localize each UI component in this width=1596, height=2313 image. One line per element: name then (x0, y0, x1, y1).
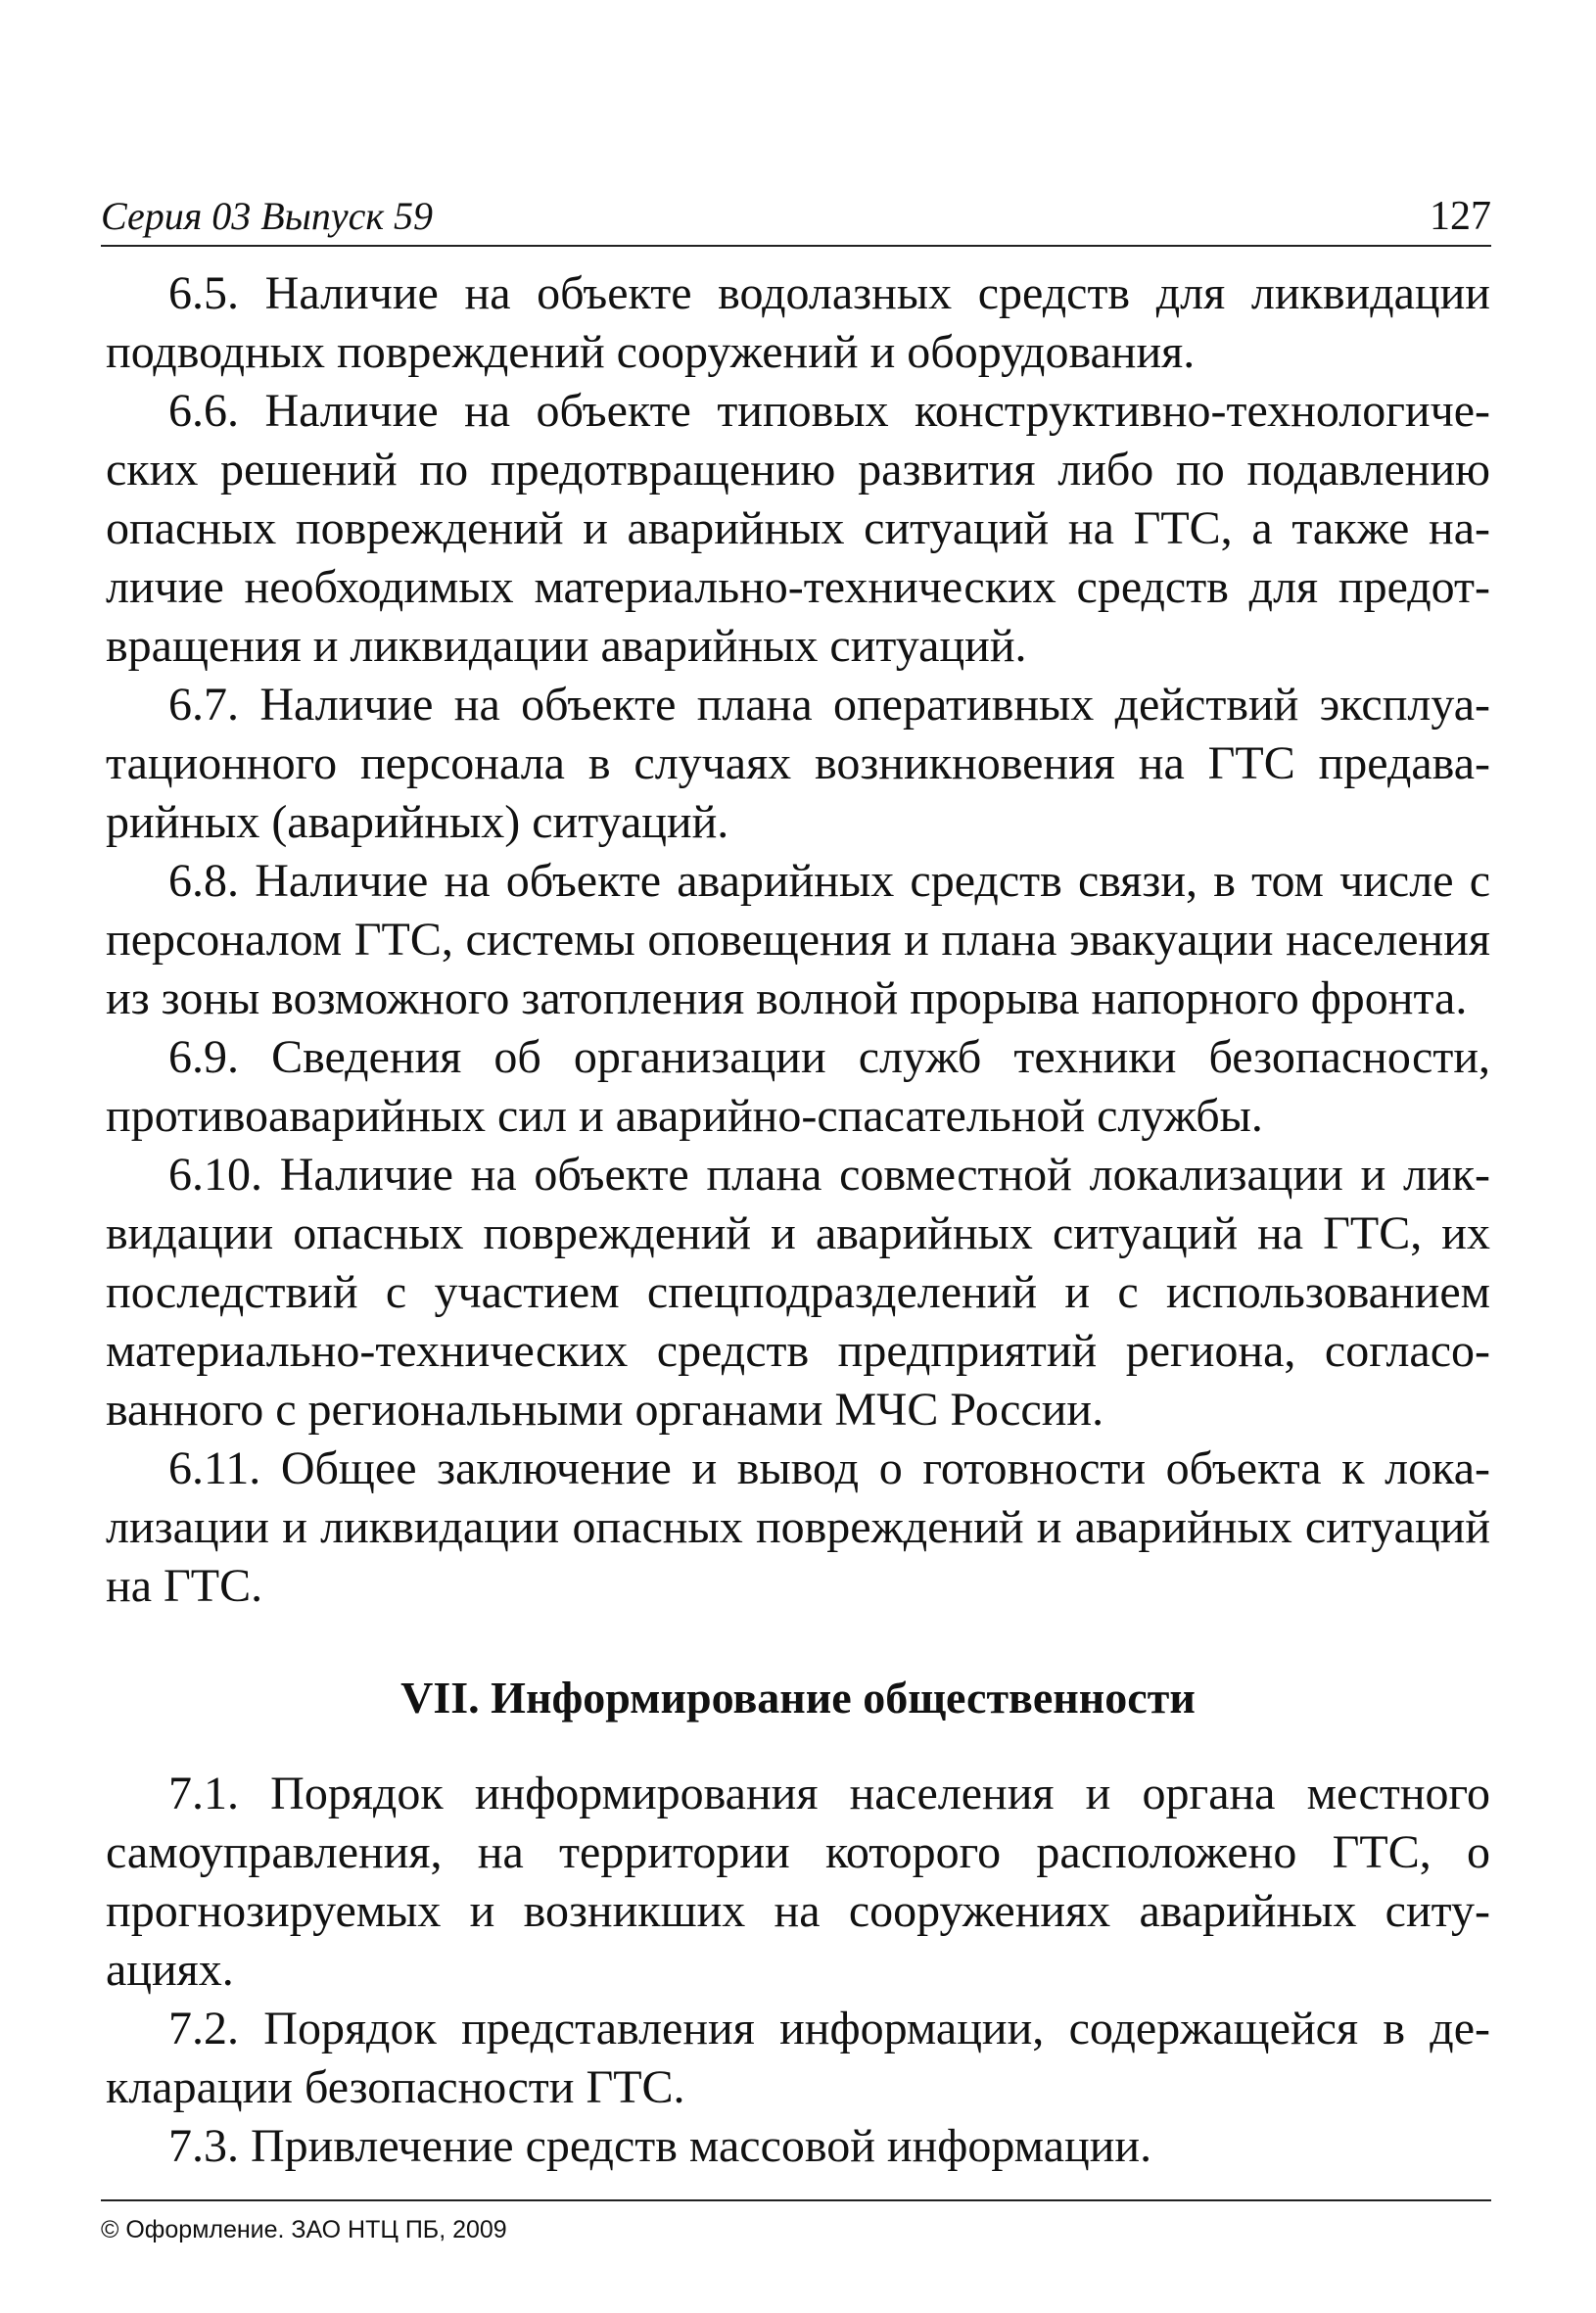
paragraph-7-3: 7.3. Привлечение средств массовой информации. (168, 2120, 1152, 2172)
paragraph-6-6: 6.6. Наличие на объекте типовых конструктивно-технологических решений по предотвращению развития либо по подавлению опасных повреждений и аварийных ситуаций на ГТС, а также наличие необходимых материально-технических средств для предотвращения и ликвидации аварийных ситуаций. (106, 385, 1490, 672)
paragraph-6-10: 6.10. Наличие на объекте плана совместной локализации и ликвидации опасных повреждений и аварийных ситуаций на ГТС, их последствий с участием спецподразделений и с использованием материально-технических средств предприятий региона, согласованного с региональными органами МЧС России. (106, 1149, 1490, 1436)
running-header (101, 192, 1491, 247)
paragraph-6-5: 6.5. Наличие на объекте водолазных средств для ликвидации подводных повреждений сооружений и оборудования. (106, 267, 1490, 378)
paragraph-6-11: 6.11. Общее заключение и вывод о готовности объекта к локализации и ликвидации опасных повреждений и аварийных ситуаций на ГТС. (106, 1442, 1490, 1612)
paragraph-7-2: 7.2. Порядок представления информации, содержащейся в декларации безопасности ГТС. (106, 2003, 1490, 2113)
section-title: VII. Информирование общественности (400, 1673, 1196, 1723)
paragraph-6-9: 6.9. Сведения об организации служб техники безопасности, противоаварийных сил и аварийно-спасательной службы. (106, 1031, 1490, 1142)
series-title: Серия 03 Выпуск 59 (101, 194, 434, 238)
page-number: 127 (1430, 194, 1491, 239)
paragraph-6-8: 6.8. Наличие на объекте аварийных средств связи, в том числе с персоналом ГТС, системы оповещения и плана эвакуации населения из зоны возможного затопления волной прорыва напорного фронта. (106, 855, 1490, 1024)
paragraph-7-1: 7.1. Порядок информирования населения и органа местного самоуправления, на территории которого расположено ГТС, о прогнозируемых и возникших на сооружениях аварийных ситуациях. (106, 1768, 1490, 1996)
page-content (106, 264, 1490, 2176)
footer (101, 2199, 1491, 2244)
paragraph-6-7: 6.7. Наличие на объекте плана оперативных действий эксплуатационного персонала в случаях возникновения на ГТС предаварийных (аварийных) ситуаций. (106, 679, 1490, 848)
copyright-note: © Оформление. ЗАО НТЦ ПБ, 2009 (101, 2216, 507, 2243)
